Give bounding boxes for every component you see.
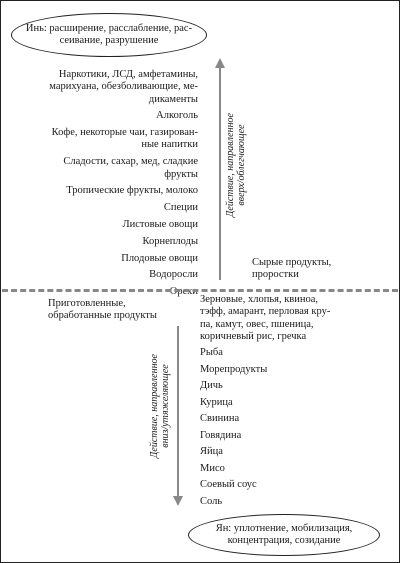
down-arrow: [173, 326, 183, 506]
food-item-line: тэфф, амарант, перловая кру-: [200, 306, 331, 318]
cooked-label-line-1: Приготовленные,: [48, 298, 126, 309]
food-item-line: Морепродукты: [200, 363, 268, 375]
food-item-line: дикаменты: [148, 93, 198, 105]
yang-line-2: концентрация, созидание: [227, 535, 341, 546]
food-item-line: фрукты: [164, 168, 198, 180]
food-item-line: Алкоголь: [156, 110, 198, 122]
food-item-line: марихуана, обезболивающие, ме-: [49, 81, 198, 93]
yang-line-1: Ян: уплотнение, мобилизация,: [215, 523, 353, 534]
yin-line-2: сеивание, разрушение: [59, 35, 159, 46]
up-arrow-label-line-1: Действие, направленное: [225, 113, 236, 217]
cooked-label-line-2: обработанные продукты: [48, 310, 157, 321]
food-item-line: Корнеплоды: [142, 235, 198, 247]
food-item-line: Мисо: [200, 462, 225, 474]
food-item-line: Дичь: [200, 380, 223, 392]
down-arrow-label: [149, 354, 171, 458]
yin-line-1: Инь: расширение, расслабление, рас-: [25, 23, 193, 34]
food-item-line: Соль: [200, 495, 223, 507]
down-arrow-label-line-1: Действие, направленное: [149, 354, 160, 458]
food-item-line: Кофе, некоторые чаи, газирован-: [51, 127, 198, 139]
food-item-line: Специи: [163, 202, 198, 214]
food-item-line: Яйца: [200, 446, 223, 458]
raw-label-line-2: проростки: [252, 269, 299, 280]
yang-oval: [188, 514, 380, 556]
raw-label-line-1: Сырые продукты,: [252, 257, 332, 268]
food-item-line: Говядина: [200, 429, 242, 441]
food-item-line: Курица: [200, 396, 233, 408]
food-item-line: Плодовые овощи: [121, 252, 198, 264]
up-arrow: [215, 58, 225, 280]
food-item-line: Зерновые, хлопья, квиноа,: [200, 294, 319, 305]
up-arrow-label-line-2: вверх/облегчающее: [236, 124, 247, 206]
food-item-line: Водоросли: [149, 269, 198, 281]
food-item-line: Тропические фрукты, молоко: [66, 185, 198, 197]
food-item-line: коричневый рис, гречка: [200, 330, 307, 342]
down-arrow-label-line-2: вниз/утяжеляющее: [160, 364, 171, 448]
food-item-line: Наркотики, ЛСД, амфетамины,: [58, 69, 198, 80]
food-item-line: па, камут, овес, пшеница,: [200, 318, 314, 330]
food-item-line: Орехи: [169, 286, 198, 298]
food-item-line: Свинина: [200, 413, 240, 425]
food-item-line: ные напитки: [141, 139, 198, 151]
food-item-line: Рыба: [200, 347, 223, 359]
up-arrow-label: [225, 113, 247, 217]
food-item-line: Сладости, сахар, мед, сладкие: [63, 156, 198, 168]
food-item-line: Листовые овощи: [122, 218, 198, 230]
food-item-line: Соевый соус: [200, 479, 257, 491]
